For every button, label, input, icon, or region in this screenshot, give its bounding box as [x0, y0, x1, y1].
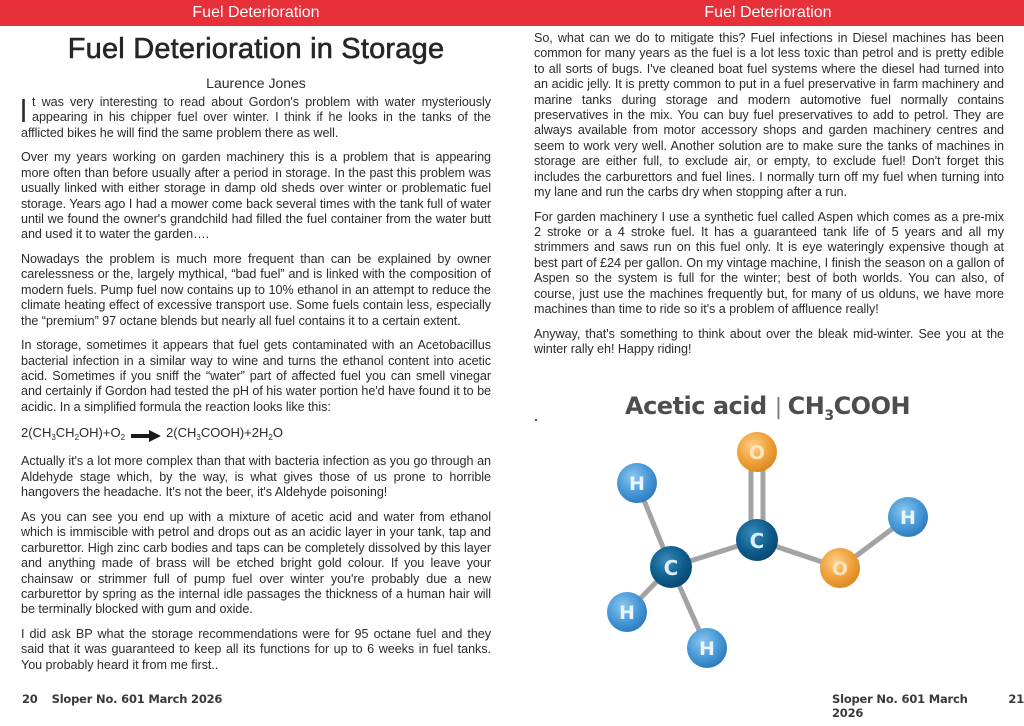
paragraph: In storage, sometimes it appears that fuel gets contaminated with an Acetobacillus bacterial infection in a similar way to wine and turns the ethanol content into acetic acid. Sometimes if you sniff the “water” part of affected fuel you can smell vinegar and certainly if Gordon had tested the pH of his water portion he'd have found it to be acidic. In a simplified formula the reaction looks like this:	[21, 338, 491, 414]
page-number: 20	[22, 692, 38, 706]
svg-text:H: H	[900, 507, 916, 529]
acetic-acid-molecule-diagram	[590, 420, 950, 680]
chemical-equation	[21, 424, 491, 447]
right-section-header: Fuel Deterioration	[704, 4, 832, 21]
paragraph: Anyway, that's something to think about over the bleak mid-winter. See you at the winter rally eh! Happy riding!	[534, 326, 1004, 357]
svg-text:O: O	[831, 558, 849, 580]
paragraph: I did ask BP what the storage recommendations were for 95 octane fuel and they said that it was guaranteed to keep all its functions for up to 6 weeks in fuel tanks. You probably heard it from me first..	[21, 626, 491, 672]
paragraph: As you can see you end up with a mixture of acetic acid and water from ethanol which is immiscible with petrol and drops out as an acidic layer in your tank, tap and carburettor. High zinc carb bodies and taps can be completely dissolved by this layer and anything made of brass will be etched bright gold colour. If you leave your chainsaw or strimmer full of pump fuel over winter you're probably due a new carburettor by spring as the internal idle passages the thickness of a human hair will be terminally blocked with gum and oxide.	[21, 509, 491, 617]
article-title: Fuel Deterioration in Storage	[67, 33, 445, 65]
author-byline: Laurence Jones	[206, 75, 306, 91]
paragraph: For garden machinery I use a synthetic fuel called Aspen which comes as a pre-mix 2 stroke or a 4 stroke fuel. It has a guaranteed tank life of 5 years and all my strimmers and saws run on this fuel only. It is eye wateringly expensive though at best part of £24 per gallon. On my vintage machine, I finish the season on a gallon of Aspen so the system is full for the winter; best of both worlds. You can also, of course, just use the machines frequently but, for many of us olduns, we have more machines than time to ride so it's a problem of affluence really!	[534, 209, 1004, 317]
svg-text:H: H	[619, 602, 635, 624]
right-page-footer	[832, 692, 1024, 720]
paragraph: Actually it's a lot more complex than that with bacteria infection as you go through an Aldehyde stage which, by the way, is what gives those of us prone to horrible hangovers the headache. It's not the beer, it's Aldehyde poisoning!	[21, 454, 491, 500]
paragraph-intro: It was very interesting to read about Gordon's problem with water mysteriously appearing in his chipper fuel over winter. I think if he looks in the tanks of the afflicted bikes he will find the same problem there as well.	[21, 92, 491, 140]
drop-cap: I	[21, 92, 27, 129]
atom-o1	[737, 432, 777, 472]
svg-text:C: C	[663, 556, 679, 580]
left-page-footer	[22, 692, 222, 706]
left-section-header: Fuel Deterioration	[192, 4, 320, 21]
equation-lhs: $2(CH_3CH_2OH)+O_2$	[21, 425, 126, 443]
atom-h3	[687, 628, 727, 668]
atom-h4	[888, 497, 928, 537]
svg-text:O: O	[748, 442, 766, 464]
paragraph: Nowadays the problem is much more frequent than can be explained by owner carelessness or the, largely mythical, “bad fuel” and is linked with the composition of modern fuels. Pump fuel now contains up to 10% ethanol in an attempt to reduce the climate heating effect of excessive transport use. Some fuels contain less, especially the “premium” 97 octane blends but nearly all fuel contains it to a certain extent.	[21, 252, 491, 328]
atom-c1	[650, 546, 692, 588]
atom-h1	[617, 463, 657, 503]
atom-c2	[736, 519, 778, 561]
svg-text:H: H	[699, 638, 715, 660]
atom-h2	[607, 592, 647, 632]
svg-text:H: H	[629, 473, 645, 495]
atom-o2	[820, 548, 860, 588]
equation-rhs: $2(CH_3COOH)+2H_2O$	[166, 425, 283, 443]
issue-info: Sloper No. 601 March 2026	[51, 692, 223, 706]
reaction-arrow-icon	[131, 431, 161, 441]
svg-text:C: C	[749, 529, 765, 553]
figure-title: Acetic acid | $CH_3COOH$	[625, 392, 911, 424]
page-number: 21	[1008, 692, 1024, 706]
left-page	[21, 26, 491, 726]
paragraph: Over my years working on garden machinery this is a problem that is appearing more often than before usually after a period in storage. In the past this problem was usually linked with either storage in damp old sheds over winter or problematic fuel storage. Years ago I had a mower come back several times with the tank full of water until we found the owner's grandchild had filled the fuel container from the water butt and used it to water the garden….	[21, 150, 491, 242]
issue-info: Sloper No. 601 March 2026	[832, 692, 968, 720]
stray-dot	[535, 419, 537, 421]
paragraph: So, what can we do to mitigate this? Fuel infections in Diesel machines has been common for many years as the fuel is a lot less toxic than petrol and is pretty edible to all sorts of bugs. I've cleaned boat fuel systems where the diesel had turned into an acidic jelly. It is pretty common to put in a fuel preservative in farm machinery and marine tanks during storage and modern automotive fuel normally contains preservatives in the mix. You can buy fuel preservatives to add to petrol. They are always available from motor accessory shops and garden machinery centres and seem to work very well. Another solution are to make sure the tanks of machines in storage are either full, to exclude air, or empty, to exclude fuel! Don't forget this includes the carburettors and fuel lines. I normally turn off my fuel when turning into my lane and run the carbs dry when stopping after a run.	[534, 31, 1004, 200]
